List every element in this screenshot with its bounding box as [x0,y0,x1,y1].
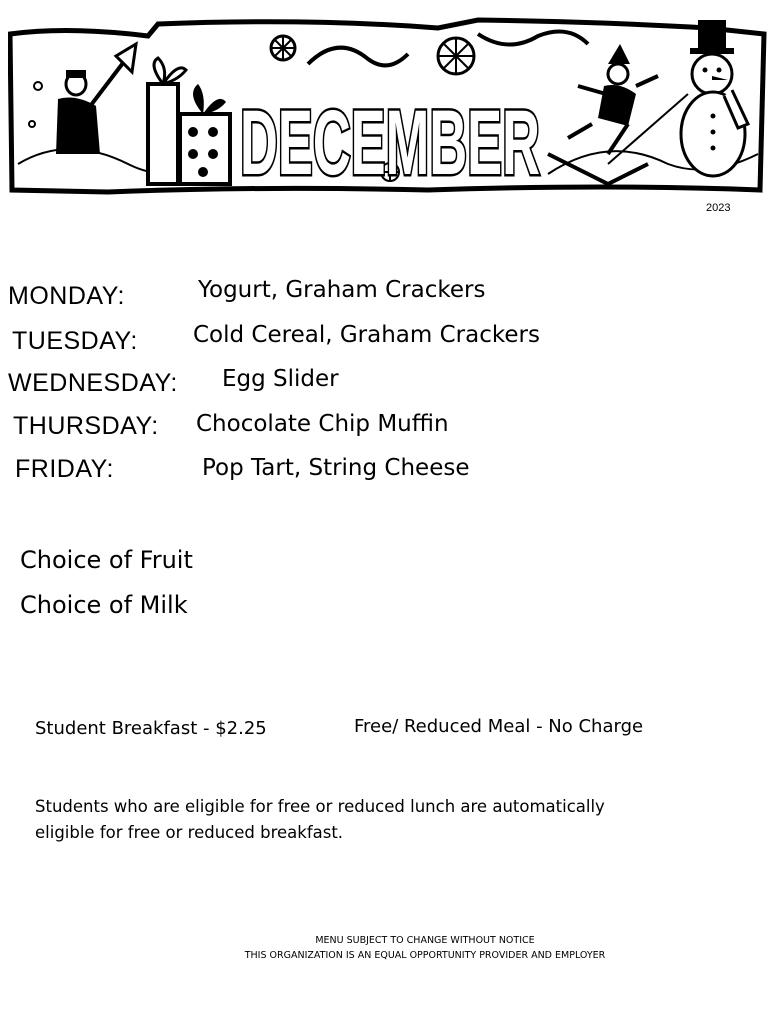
menu-item-monday: Yogurt, Graham Crackers [198,277,486,303]
footer-equal-opportunity: THIS ORGANIZATION IS AN EQUAL OPPORTUNITY PROVIDER AND EMPLOYER [244,950,606,961]
year-label: 2023 [706,202,731,214]
day-label-friday: FRIDAY: [15,455,114,483]
choice-fruit: Choice of Fruit [20,546,193,574]
footer-notice: MENU SUBJECT TO CHANGE WITHOUT NOTICE [315,935,535,946]
menu-item-thursday: Chocolate Chip Muffin [196,411,449,437]
menu-item-friday: Pop Tart, String Cheese [202,455,470,481]
free-reduced-price: Free/ Reduced Meal - No Charge [354,716,644,737]
menu-item-wednesday: Egg Slider [222,366,339,392]
eligibility-line-2: eligible for free or reduced breakfast. [35,823,344,842]
day-label-wednesday: WEDNESDAY: [8,369,178,397]
student-breakfast-price: Student Breakfast - $2.25 [35,718,267,739]
december-banner-illustration [8,14,768,196]
menu-item-tuesday: Cold Cereal, Graham Crackers [193,322,540,348]
day-label-thursday: THURSDAY: [13,412,159,440]
eligibility-line-1: Students who are eligible for free or reduced lunch are automatically [35,797,605,816]
day-label-tuesday: TUESDAY: [12,327,138,355]
eligibility-note [35,794,605,846]
choice-milk: Choice of Milk [20,591,188,619]
day-label-monday: MONDAY: [8,282,125,310]
banner-title: DECEMBER [240,92,540,194]
